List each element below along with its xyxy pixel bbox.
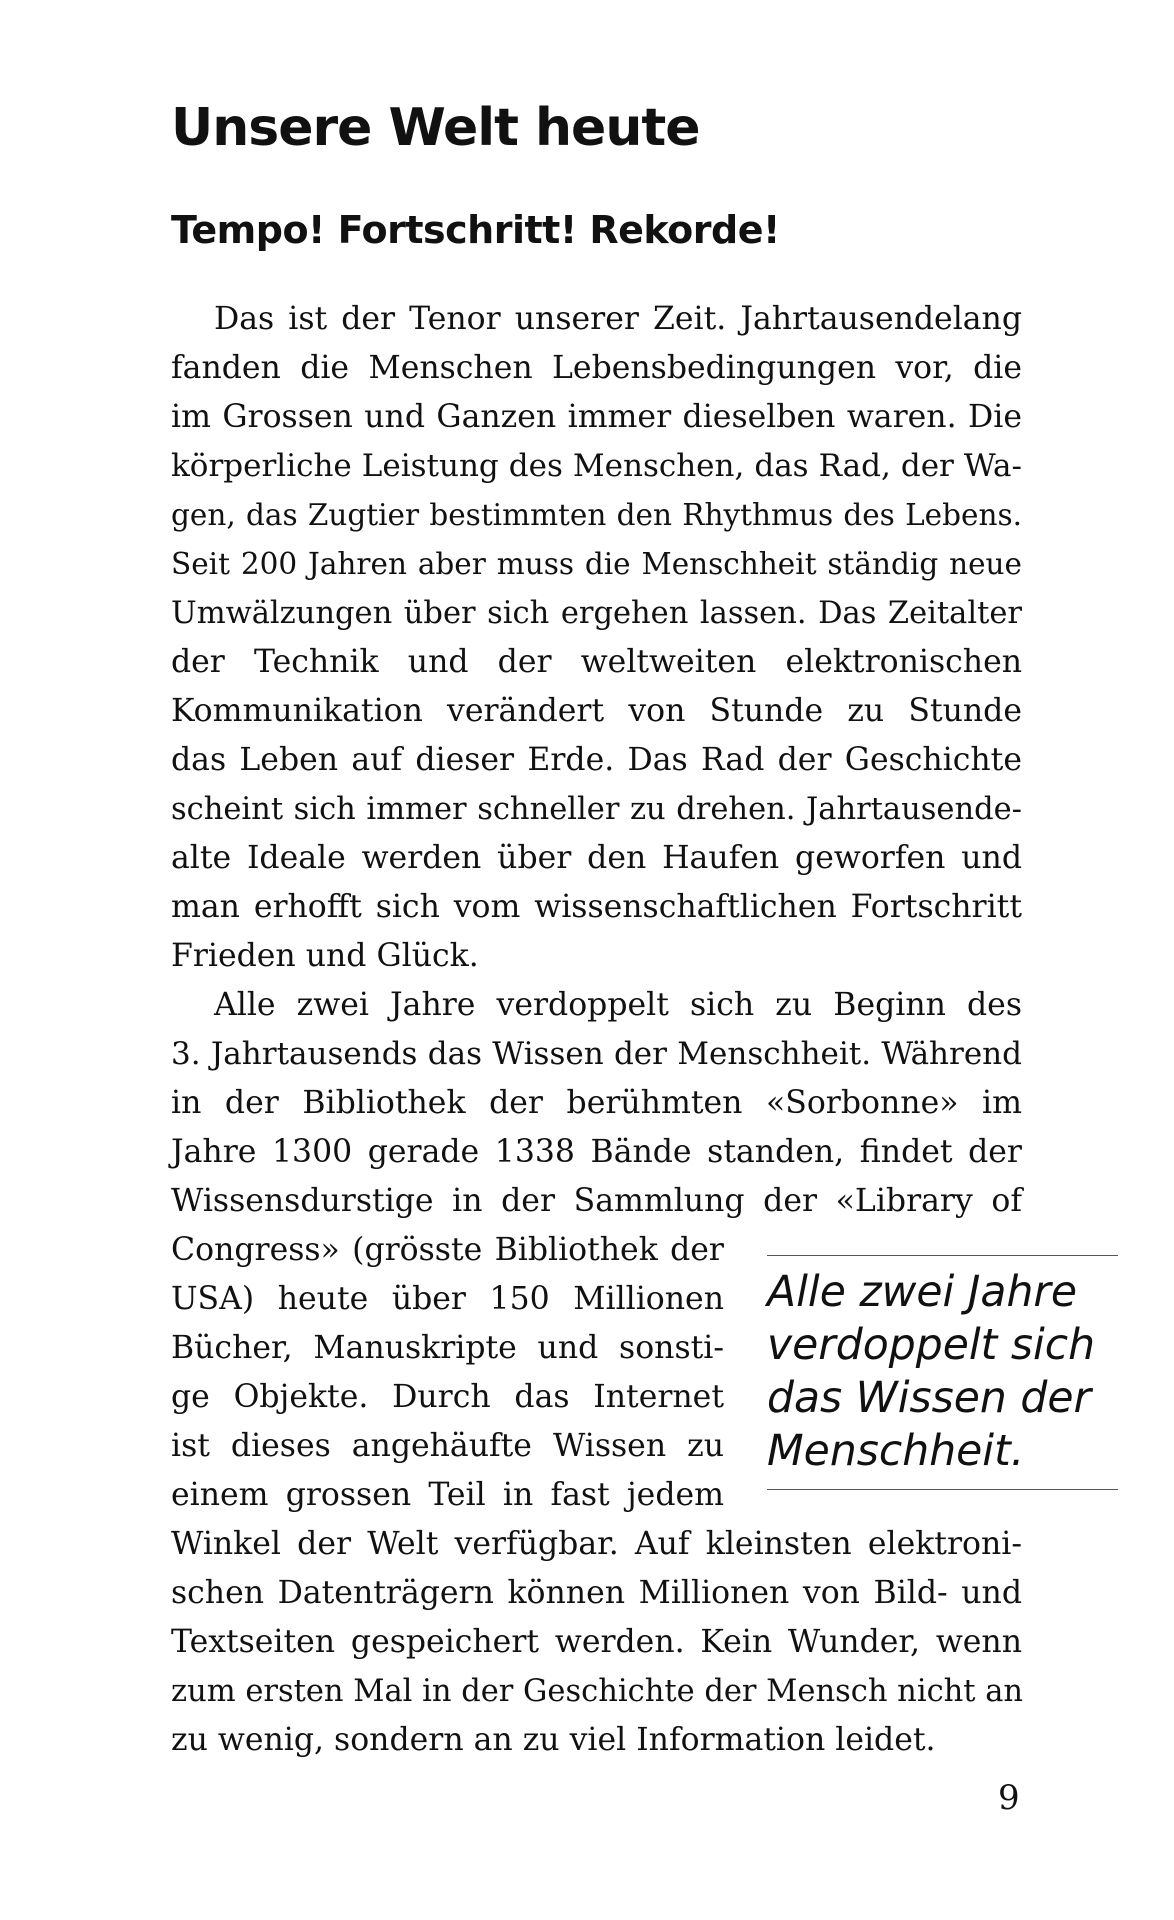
pull-quote-line: Menschheit. [767,1427,1025,1476]
section-subtitle: Tempo! Fortschritt! Rekorde! [171,208,780,252]
pull-quote [767,1266,1127,1478]
text-line: scheint sich immer schneller zu drehen. Jahrtausende- [171,792,1022,827]
text-line: Bücher, Manuskripte und sonsti- [171,1330,724,1366]
text-line: Congress» (grösste Bibliothek der [171,1232,724,1268]
text-line: USA) heute über 150 Millionen [171,1281,724,1317]
text-line: gen, das Zugtier bestimmten den Rhythmus des Lebens. [171,498,1022,532]
text-line: Das ist der Tenor unserer Zeit. Jahrtausendelang [214,301,1022,337]
text-line: der Technik und der weltweiten elektronischen [171,644,1022,680]
text-line: Alle zwei Jahre verdoppelt sich zu Beginn des [214,987,1022,1023]
text-line: einem grossen Teil in fast jedem [171,1477,724,1513]
text-line: man erhofft sich vom wissenschaftlichen Fortschritt [171,889,1022,925]
text-line: Jahre 1300 gerade 1338 Bände standen, findet der [171,1134,1022,1170]
text-line: Frieden und Glück. [171,938,479,974]
text-line: zu wenig, sondern an zu viel Information leidet. [171,1722,936,1758]
chapter-title: Unsere Welt heute [171,98,700,158]
text-line: schen Datenträgern können Millionen von Bild- und [171,1575,1022,1611]
text-line: Kommunikation verändert von Stunde zu Stunde [171,693,1022,729]
text-line: körperliche Leistung des Menschen, das Rad, der Wa- [171,448,1022,484]
text-line: ist dieses angehäufte Wissen zu [171,1428,724,1464]
pull-quote-top-rule [767,1255,1118,1256]
text-line: ge Objekte. Durch das Internet [171,1379,724,1415]
text-line: im Grossen und Ganzen immer dieselben waren. Die [171,399,1022,435]
text-line: fanden die Menschen Lebensbedingungen vor, die [171,350,1022,386]
text-line: zum ersten Mal in der Geschichte der Mensch nicht an [171,1674,1024,1709]
text-line: in der Bibliothek der berühmten «Sorbonne» im [171,1085,1022,1121]
text-line: 3. Jahrtausends das Wissen der Menschheit. Während [171,1036,1022,1072]
text-line: Wissensdurstige in der Sammlung der «Library of [171,1183,1022,1219]
pull-quote-line: das Wissen der [767,1374,1091,1423]
text-line: Textseiten gespeichert werden. Kein Wunder, wenn [171,1624,1022,1660]
pull-quote-bottom-rule [767,1489,1118,1490]
pull-quote-line: Alle zwei Jahre [767,1268,1078,1317]
text-line: Umwälzungen über sich ergehen lassen. Das Zeitalter [171,596,1022,631]
text-line: alte Ideale werden über den Haufen geworfen und [171,840,1022,876]
text-line: Seit 200 Jahren aber muss die Menschheit ständig neue [171,547,1022,581]
pull-quote-line: verdoppelt sich [767,1321,1096,1370]
text-line: Winkel der Welt verfügbar. Auf kleinsten elektroni- [171,1526,1022,1562]
text-line: das Leben auf dieser Erde. Das Rad der Geschichte [171,742,1022,778]
page-number: 9 [998,1778,1020,1818]
